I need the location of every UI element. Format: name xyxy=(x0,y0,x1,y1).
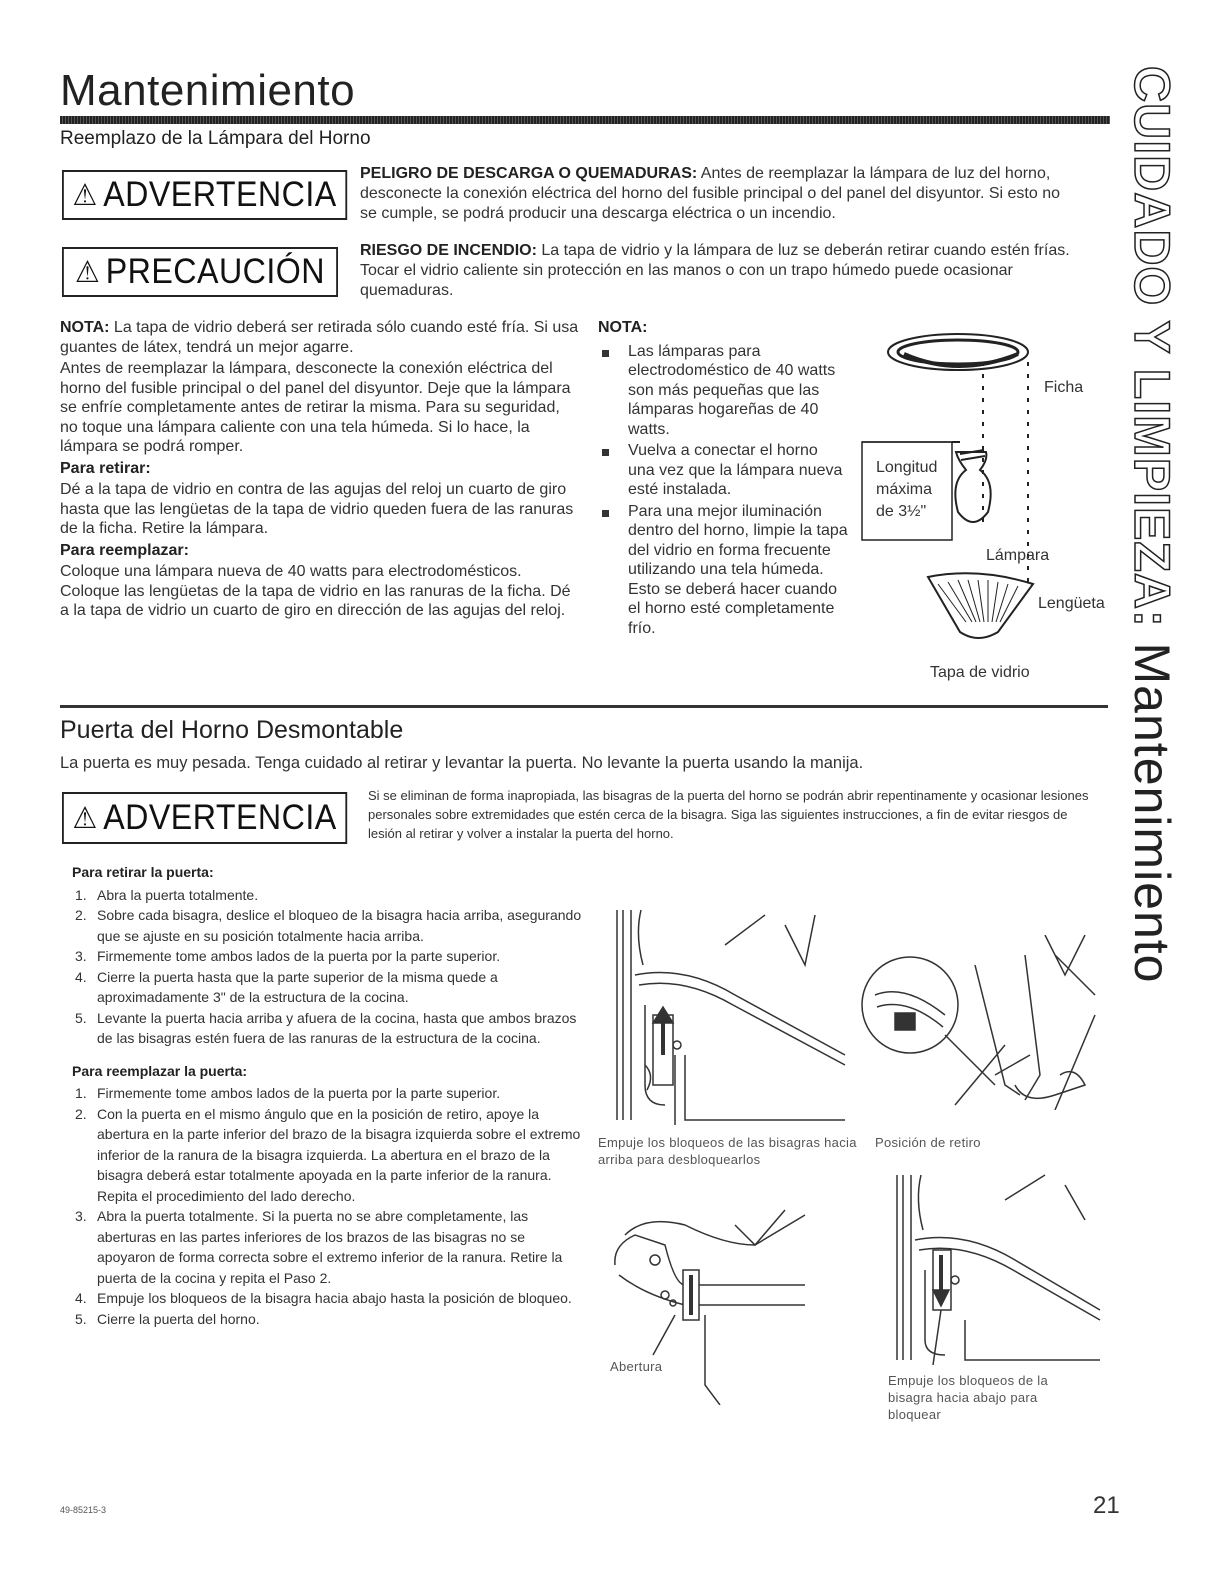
caption-unlock: Empuje los bloqueos de las bisagras hacia arriba para desbloquearlos xyxy=(598,1135,857,1167)
step-text: Empuje los bloqueos de la bisagra hacia abajo hasta la posición de bloqueo. xyxy=(97,1290,572,1306)
title-rule xyxy=(60,116,1110,124)
door-replace-heading: Para reemplazar la puerta: xyxy=(72,1062,248,1079)
step-number: 1. xyxy=(75,1085,87,1101)
step-number: 2. xyxy=(75,907,87,923)
remove-text: Dé a la tapa de vidrio en contra de las agujas del reloj un cuarto de giro hasta que las lengüetas de la tapa de vidrio queden fuera de las ranuras de la ficha. Retire la lámpara. xyxy=(60,481,574,537)
side-tab-plain: Mantenimiento xyxy=(1124,627,1180,984)
door-remove-heading: Para retirar la puerta: xyxy=(72,864,214,880)
warning-triangle-icon: ⚠ xyxy=(72,178,98,212)
door-warning-text: Si se eliminan de forma inapropiada, las bisagras de la puerta del horno se podrán abrir repentinamente y ocasionar lesiones personales sobre extremidades que estén cerca de la bisagra. Siga las siguientes instrucciones, a fin de evitar riesgos de lesión al retirar y volver a instalar la puerta del horno. xyxy=(368,788,1089,841)
door-intro: La puerta es muy pesada. Tenga cuidado al retirar y levantar la puerta. No levante la puerta usando la manija. xyxy=(60,754,864,772)
lamp-heading: Reemplazo de la Lámpara del Horno xyxy=(60,128,371,149)
warning2-lead: RIESGO DE INCENDIO: xyxy=(360,242,537,259)
step-item xyxy=(72,1083,582,1104)
page-number: 21 xyxy=(1093,1492,1120,1519)
step-number: 4. xyxy=(75,968,87,985)
hinge-lock-figure xyxy=(885,1170,1105,1365)
step-text: Con la puerta en el mismo ángulo que en la posición de retiro, apoye la abertura en la parte inferior del brazo de la bisagra izquierda sobre el extremo inferior de la ranura de la bisagra izquierda. La abertura en el brazo de la bisagra deberá estar totalmente apoyada en la parte inferior de la ranura. Repita el procedimiento del lado derecho. xyxy=(97,1105,581,1204)
step-item xyxy=(72,885,582,906)
step-text: Cierre la puerta del horno. xyxy=(97,1310,260,1327)
section-rule xyxy=(60,705,1108,708)
step-item xyxy=(72,1309,582,1330)
hinge-unlock-figure xyxy=(605,905,855,1130)
step-item xyxy=(72,946,582,967)
step-text: Firmemente tome ambos lados de la puerta por la parte superior. xyxy=(97,1085,501,1101)
note-bullet: Vuelva a conectar el horno una vez que la lámpara nueva esté instalada. xyxy=(598,441,848,500)
side-tab-outline: CUIDADO Y LIMPIEZA: xyxy=(1124,66,1180,628)
step-item xyxy=(72,967,582,1008)
side-tab xyxy=(1112,66,1192,984)
warning2-text xyxy=(360,241,1080,301)
caution-label-box xyxy=(62,247,338,297)
step-text: Levante la puerta hacia arriba y afuera de la cocina, hasta que ambos brazos de las bisagras estén fuera de las ranuras de la estructura de la cocina. xyxy=(97,1009,577,1046)
door-warning-label-box xyxy=(62,792,347,844)
step-number: 3. xyxy=(75,948,87,964)
step-number: 1. xyxy=(75,886,87,903)
warning-triangle-icon: ⚠ xyxy=(74,255,101,289)
warning-triangle-icon: ⚠ xyxy=(72,801,98,835)
warning-label: ADVERTENCIA xyxy=(103,175,337,214)
label-de: de 3½" xyxy=(876,503,927,520)
note-text: La tapa de vidrio deberá ser retirada sólo cuando esté fría. Si usa guantes de látex, tendrá un mejor agarre. xyxy=(60,319,579,356)
caption-opening: Abertura xyxy=(610,1359,663,1374)
lamp-note-column xyxy=(598,318,848,640)
door-warning-label: ADVERTENCIA xyxy=(103,798,337,837)
remove-steps-list xyxy=(72,885,582,1049)
step-number: 5. xyxy=(75,1009,87,1026)
label-maxima: máxima xyxy=(876,481,933,498)
label-ficha: Ficha xyxy=(1044,379,1084,396)
warning1-body: Antes de reemplazar la lámpara de luz del horno, desconecte la conexión eléctrica del horno del fusible principal o del panel del disyuntor. Si esto no se cumple, se podrá producir una descarga eléctrica o un incendio. xyxy=(360,165,1060,222)
note-bullet: Las lámparas para electrodoméstico de 40 watts son más pequeñas que las lámparas hogareñas de 40 watts. xyxy=(598,342,848,440)
caption-lock: Empuje los bloqueos de la bisagra hacia abajo para bloquear xyxy=(888,1373,1048,1422)
nota2-heading: NOTA: xyxy=(598,319,648,336)
removal-position-figure xyxy=(855,935,1105,1110)
door-steps xyxy=(72,862,582,1329)
label-longitud: Longitud xyxy=(876,459,938,476)
doc-code: 49-85215-3 xyxy=(60,1505,107,1515)
label-lampara: Lámpara xyxy=(986,547,1050,564)
step-item xyxy=(72,905,582,946)
step-number: 4. xyxy=(75,1290,87,1306)
note-bullet: Para una mejor iluminación dentro del horno, limpie la tapa del vidrio en forma frecuente utilizando una tela húmeda. Esto se deberá hacer cuando el horno esté completamente frío. xyxy=(598,502,848,639)
warning1-lead: PELIGRO DE DESCARGA O QUEMADURAS: xyxy=(360,165,698,182)
step-text: Sobre cada bisagra, deslice el bloqueo de la bisagra hacia arriba, asegurando que se ajuste en su posición totalmente hacia arriba. xyxy=(97,907,582,944)
step-text: Firmemente tome ambos lados de la puerta por la parte superior. xyxy=(97,948,501,964)
step-text: Abra la puerta totalmente. Si la puerta no se abre completamente, las aberturas en las partes inferiores de los brazos de las bisagras no se apoyaron de forma correcta sobre el extremo inferior de la ranura. Retire la puerta de la cocina y repita el Paso 2. xyxy=(97,1208,563,1286)
note-lead: NOTA: xyxy=(60,319,110,336)
step-item xyxy=(72,1288,582,1309)
remove-heading: Para retirar: xyxy=(60,459,151,477)
replace-steps-list xyxy=(72,1083,582,1329)
step-item xyxy=(72,1104,582,1207)
caption-position: Posición de retiro xyxy=(875,1135,981,1150)
step-number: 5. xyxy=(75,1310,87,1327)
step-number: 3. xyxy=(75,1208,87,1224)
warning2-body: La tapa de vidrio y la lámpara de luz se deberán retirar cuando estén frías. Tocar el vidrio caliente sin protección en las manos o con un trapo húmedo puede ocasionar quemaduras. xyxy=(360,242,1070,299)
replace-text: Coloque una lámpara nueva de 40 watts para electrodomésticos. Coloque las lengüetas de la tapa de vidrio en las ranuras de la ficha. Dé a la tapa de vidrio un cuarto de giro en dirección de las agujas del reloj. xyxy=(60,563,571,619)
step-number: 2. xyxy=(75,1105,87,1122)
step-item xyxy=(72,1206,582,1288)
page-title: Mantenimiento xyxy=(60,66,356,115)
label-lengueta: Lengüeta xyxy=(1038,595,1105,612)
lamp-diagram xyxy=(848,322,1110,684)
caution-label: PRECAUCIÓN xyxy=(105,252,326,291)
step-item xyxy=(72,1008,582,1049)
step-text: Abra la puerta totalmente. xyxy=(97,886,259,903)
label-tapa: Tapa de vidrio xyxy=(930,664,1030,681)
lamp-para1: Antes de reemplazar la lámpara, desconecte la conexión eléctrica del horno del fusible principal o del panel del disyuntor. Deje que la lámpara se enfríe completamente antes de retirar la misma. Para su seguridad, no toque una lámpara caliente con una tela húmeda. Si lo hace, la lámpara se podrá romper. xyxy=(60,360,571,455)
lamp-bullets xyxy=(598,342,848,639)
warning-label-box xyxy=(62,170,347,220)
warning1-text xyxy=(360,164,1080,224)
step-text: Cierre la puerta hasta que la parte superior de la misma quede a aproximadamente 3" de la estructura de la cocina. xyxy=(97,968,498,1005)
lamp-left-column xyxy=(60,318,580,621)
note-paragraph xyxy=(60,318,580,357)
hinge-opening-figure xyxy=(605,1205,820,1405)
replace-heading: Para reemplazar: xyxy=(60,541,189,559)
door-heading: Puerta del Horno Desmontable xyxy=(60,716,404,744)
